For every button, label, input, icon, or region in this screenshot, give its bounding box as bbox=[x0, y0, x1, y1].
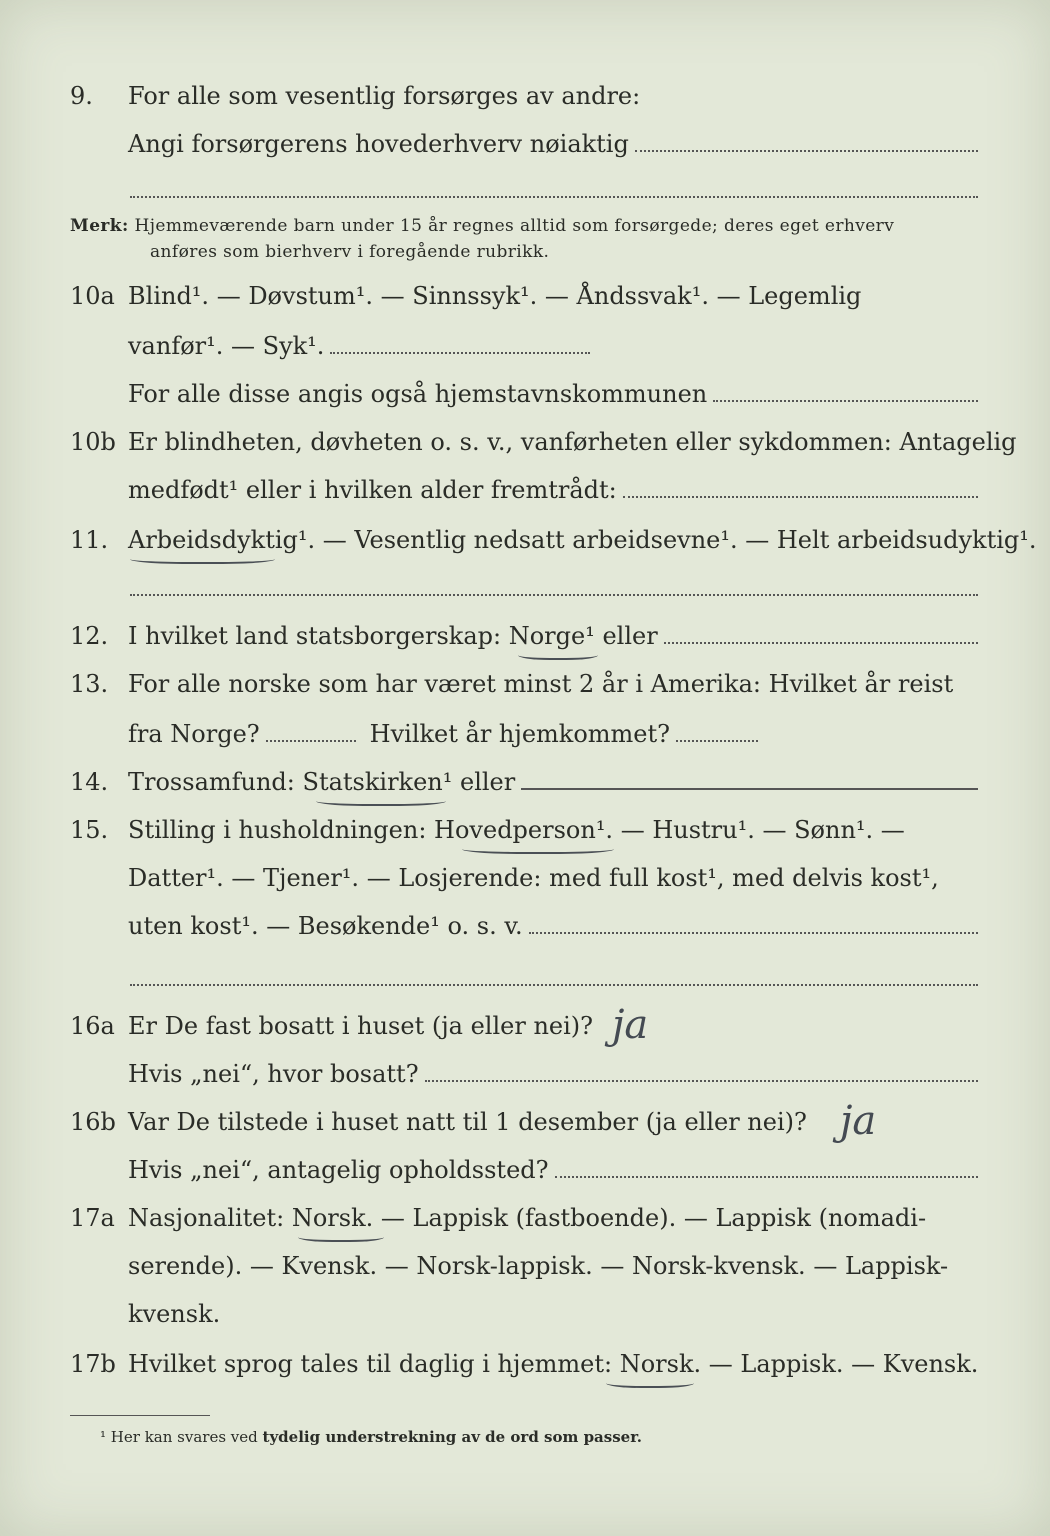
q15-answer-line[interactable] bbox=[130, 984, 978, 986]
q15-text-1: Stilling i husholdningen: Hovedperson¹. — Hustru¹. — Sønn¹. — bbox=[128, 816, 905, 844]
q13-text-2b: Hvilket år hjemkommet? bbox=[369, 720, 671, 748]
q13-line-2 bbox=[0, 720, 1050, 760]
norsk-underline bbox=[298, 1230, 384, 1242]
q10a-line-1 bbox=[0, 282, 1050, 322]
q10a-text-2: vanfør¹. — Syk¹. bbox=[128, 332, 325, 360]
q16b-text-1: Var De tilstede i huset natt til 1 desember (ja eller nei)? bbox=[128, 1108, 807, 1136]
q13-hjemkommet-field[interactable] bbox=[676, 722, 758, 742]
q10b-text-1: Er blindheten, døvheten o. s. v., vanførheten eller sykdommen: Antagelig bbox=[128, 428, 1017, 456]
q10a-row-2 bbox=[128, 332, 590, 360]
hovedperson-underline bbox=[462, 842, 614, 854]
merk-note-2 bbox=[150, 242, 978, 262]
q16b-number: 16b bbox=[70, 1108, 116, 1136]
q17a-number: 17a bbox=[70, 1204, 115, 1232]
q15-text-2: Datter¹. — Tjener¹. — Losjerende: med full kost¹, med delvis kost¹, bbox=[128, 864, 939, 892]
q16b-opholdssted-field[interactable] bbox=[555, 1158, 978, 1178]
q9-text-2: Angi forsørgerens hovederhverv nøiaktig bbox=[128, 130, 629, 158]
merk-note bbox=[70, 216, 978, 236]
q10b-line-1 bbox=[0, 428, 1050, 468]
footnote-rule bbox=[70, 1415, 210, 1416]
q14-trossamfund-field[interactable] bbox=[521, 770, 978, 790]
footnote-text-b: tydelig understrekning av de ord som passer. bbox=[262, 1428, 642, 1446]
q14-text-1: Trossamfund: Statskirken¹ eller bbox=[128, 768, 516, 796]
q9-extra-answer-line[interactable] bbox=[130, 196, 978, 198]
q12-text-1: I hvilket land statsborgerskap: Norge¹ eller bbox=[128, 622, 658, 650]
q11-text-1: Arbeidsdyktig¹. — Vesentlig nedsatt arbeidsevne¹. — Helt arbeidsudyktig¹. bbox=[128, 526, 1037, 554]
q15-line-3 bbox=[0, 912, 1050, 952]
q13-reist-field[interactable] bbox=[266, 722, 356, 742]
q13-text-1: For alle norske som har været minst 2 år i Amerika: Hvilket år reist bbox=[128, 670, 954, 698]
q10a-line-3 bbox=[0, 380, 1050, 420]
q11-number: 11. bbox=[70, 526, 109, 554]
q10a-line-2 bbox=[0, 332, 1050, 372]
q16a-text-1: Er De fast bosatt i huset (ja eller nei)? bbox=[128, 1012, 594, 1040]
q13-number: 13. bbox=[70, 670, 109, 698]
q15-row-3 bbox=[128, 912, 978, 940]
q14-number: 14. bbox=[70, 768, 109, 796]
q17a-line-2 bbox=[0, 1252, 1050, 1292]
q12-number: 12. bbox=[70, 622, 109, 650]
q16a-bosatt-field[interactable] bbox=[425, 1062, 978, 1082]
q17b-text-1: Hvilket sprog tales til daglig i hjemmet: Norsk. — Lappisk. — Kvensk. bbox=[128, 1350, 979, 1378]
q17a-text-1: Nasjonalitet: Norsk. — Lappisk (fastboende). — Lappisk (nomadi- bbox=[128, 1204, 927, 1232]
q13-row-2 bbox=[128, 720, 758, 748]
q16b-line-1 bbox=[0, 1108, 1050, 1148]
q9-line-1 bbox=[0, 82, 1050, 122]
q17a-line-3 bbox=[0, 1300, 1050, 1340]
q17a-text-2: serende). — Kvensk. — Norsk-lappisk. — Norsk-kvensk. — Lappisk- bbox=[128, 1252, 949, 1280]
merk-label: Merk: bbox=[70, 216, 129, 236]
q10b-row-2 bbox=[128, 476, 978, 504]
q9-answer-field[interactable] bbox=[635, 132, 978, 152]
q10a-text-1: Blind¹. — Døvstum¹. — Sinnssyk¹. — Åndssvak¹. — Legemlig bbox=[128, 282, 862, 310]
q12-row-1 bbox=[128, 622, 978, 650]
q17b-number: 17b bbox=[70, 1350, 116, 1378]
arbeidsdyktig-underline bbox=[130, 552, 275, 564]
q16a-row-2 bbox=[128, 1060, 978, 1088]
q10a-row-3 bbox=[128, 380, 978, 408]
q17a-text-3: kvensk. bbox=[128, 1300, 221, 1328]
q16a-text-2: Hvis „nei“, hvor bosatt? bbox=[128, 1060, 419, 1088]
q9-number: 9. bbox=[70, 82, 93, 110]
q15-text-3: uten kost¹. — Besøkende¹ o. s. v. bbox=[128, 912, 523, 940]
q16a-line-1 bbox=[0, 1012, 1050, 1052]
q10b-number: 10b bbox=[70, 428, 116, 456]
q11-answer-line[interactable] bbox=[130, 594, 978, 596]
q9-text-1: For alle som vesentlig forsørges av andre: bbox=[128, 82, 641, 110]
q16a-line-2 bbox=[0, 1060, 1050, 1100]
q17a-line-1 bbox=[0, 1204, 1050, 1244]
q10b-alder-field[interactable] bbox=[623, 478, 978, 498]
q13-line-1 bbox=[0, 670, 1050, 710]
q13-text-2a: fra Norge? bbox=[128, 720, 260, 748]
q10a-kommune-field[interactable] bbox=[713, 382, 978, 402]
q12-country-field[interactable] bbox=[664, 624, 978, 644]
q15-stilling-field[interactable] bbox=[529, 914, 978, 934]
footnote-mark: ¹ bbox=[100, 1428, 107, 1446]
statskirken-underline bbox=[316, 794, 446, 806]
q10b-line-2 bbox=[0, 476, 1050, 516]
q16b-text-2: Hvis „nei“, antagelig opholdssted? bbox=[128, 1156, 549, 1184]
q14-line-1 bbox=[0, 768, 1050, 808]
q14-row-1 bbox=[128, 768, 978, 796]
merk-text-2: anføres som bierhverv i foregående rubrikk. bbox=[150, 242, 550, 262]
footnote-text-a: Her kan svares ved bbox=[110, 1428, 258, 1446]
q9-row-2 bbox=[128, 130, 978, 158]
q15-line-2 bbox=[0, 864, 1050, 904]
merk-text-1: Hjemmeværende barn under 15 år regnes alltid som forsørgede; deres eget erhverv bbox=[134, 216, 895, 236]
q15-number: 15. bbox=[70, 816, 109, 844]
q10b-text-2: medfødt¹ eller i hvilken alder fremtrådt: bbox=[128, 476, 617, 504]
q9-line-2 bbox=[0, 130, 1050, 170]
q10a-text-3: For alle disse angis også hjemstavnskommunen bbox=[128, 380, 708, 408]
norsk-sprog-underline bbox=[606, 1376, 694, 1388]
q16b-handwritten-answer: ja bbox=[840, 1098, 877, 1144]
q16a-handwritten-answer: ja bbox=[612, 1002, 649, 1048]
q16b-row-2 bbox=[128, 1156, 978, 1184]
q10a-number: 10a bbox=[70, 282, 115, 310]
q16a-number: 16a bbox=[70, 1012, 115, 1040]
q10a-syk-field[interactable] bbox=[330, 334, 590, 354]
norge-underline bbox=[518, 648, 598, 660]
q17b-line-1 bbox=[0, 1350, 1050, 1390]
q16b-line-2 bbox=[0, 1156, 1050, 1196]
footnote bbox=[100, 1428, 642, 1446]
